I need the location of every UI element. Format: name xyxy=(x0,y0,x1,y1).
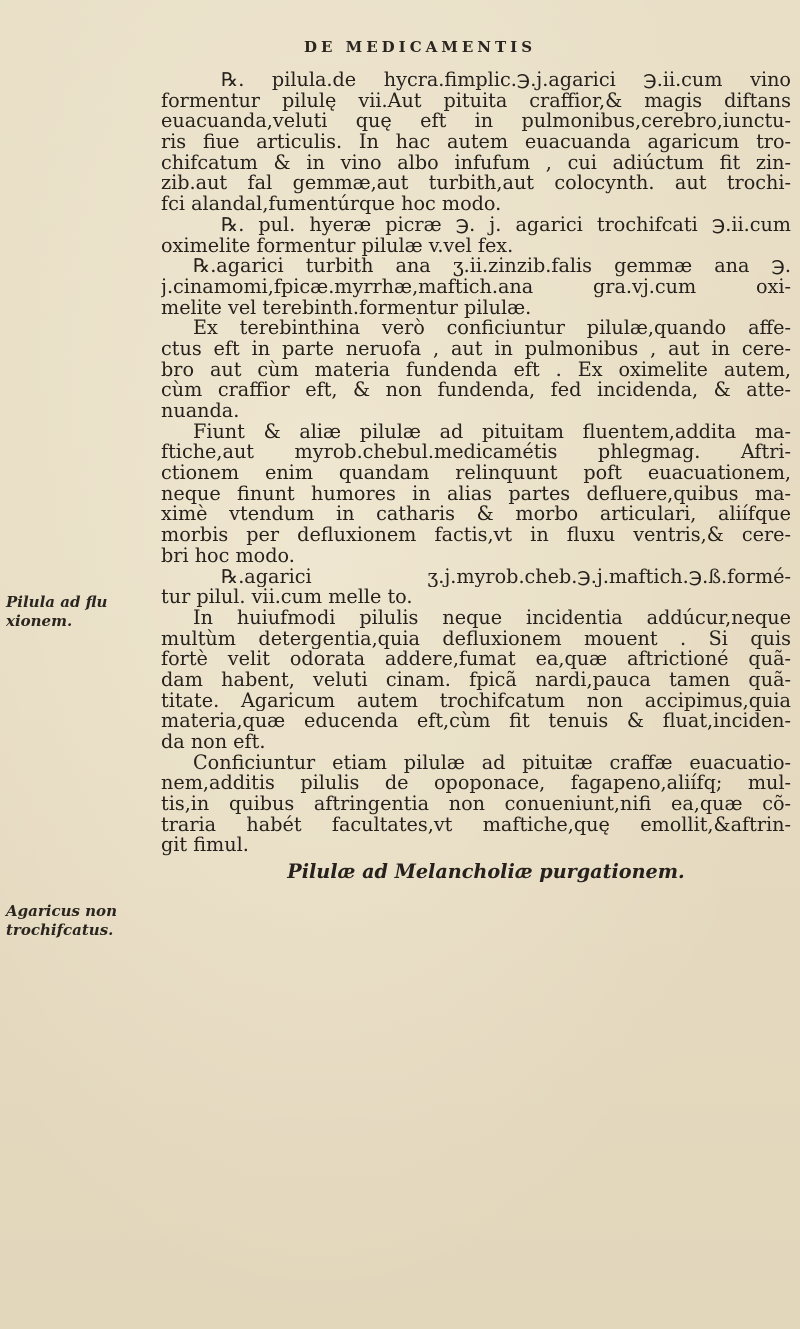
text-line: In huiufmodi pilulis neque incidentia addúcur,neque xyxy=(193,607,791,629)
text-line: ctus eft in parte neruofa , aut in pulmonibus , aut in cere- xyxy=(161,338,791,360)
section-heading: Pilulæ ad Melancholiæ purgationem. xyxy=(287,862,685,883)
text-line: ℞. pilula.de hycra.fimplic.℈.j.agarici ℈.ii.cum vino xyxy=(221,70,791,91)
text-line: nuanda. xyxy=(161,401,240,422)
running-head: DE MEDICAMENTIS xyxy=(303,38,537,56)
text-line: chifcatum & in vino albo infufum , cui adiúctum fit zin- xyxy=(161,152,791,174)
text-line: materia,quæ educenda eft,cùm fit tenuis & fluat,inciden- xyxy=(161,711,791,732)
text-line: ℞.agarici turbith ana ʒ.ii.zinzib.falis gemmæ ana ℈. xyxy=(193,256,791,277)
text-line: ℞. pul. hyeræ picræ ℈. j. agarici trochifcati ℈.ii.cum xyxy=(221,214,791,236)
text-line: ris fiue articulis. In hac autem euacuanda agaricum tro- xyxy=(161,132,791,153)
text-line: nem,additis pilulis de opoponace, fagapeno,aliífq; mul- xyxy=(161,773,791,795)
text-line: melite vel terebinth.formentur pilulæ. xyxy=(161,297,532,319)
main-text xyxy=(161,70,791,883)
text-line: tis,in quibus aftringentia non conueniunt,nifi ea,quæ cõ- xyxy=(161,794,791,815)
text-line: fortè velit odorata addere,fumat ea,quæ aftrictioné quã- xyxy=(161,649,791,670)
text-line: morbis per defluxionem factis,vt in fluxu ventris,& cere- xyxy=(161,525,791,546)
text-line: euacuanda,veluti quę eft in pulmonibus,cerebro,iunctu- xyxy=(161,111,791,133)
margin-note-text: Agaricus non trochifcatus. xyxy=(6,902,117,939)
text-line: bro aut cùm materia fundenda eft . Ex oximelite autem, xyxy=(161,359,791,381)
text-line: dam habent, veluti cinam. fpicã nardi,pauca tamen quã- xyxy=(161,669,791,691)
text-line: multùm detergentia,quia defluxionem mouent . Si quis xyxy=(161,628,791,650)
text-line: titate. Agaricum autem trochifcatum non accipimus,quia xyxy=(161,690,791,712)
text-line: da non eft. xyxy=(161,732,266,753)
text-line: oximelite formentur pilulæ v.vel fex. xyxy=(161,235,514,257)
text-line: traria habét facultates,vt maftiche,quę emollit,&aftrin- xyxy=(161,814,791,836)
text-line: j.cinamomi,fpicæ.myrrhæ,maftich.ana gra.vj.cum oxi- xyxy=(161,276,791,298)
text-line: git fimul. xyxy=(161,835,249,857)
text-line: tur pilul. vii.cum melle to. xyxy=(161,587,413,608)
text-line: ximè vtendum in catharis & morbo articulari, aliífque xyxy=(161,504,791,526)
margin-note-pilula xyxy=(6,593,156,631)
text-line: ftiche,aut myrob.chebul.medicamétis phlegmag. Aftri- xyxy=(161,442,791,464)
text-line: Ex terebinthina verò conficiuntur pilulæ,quando affe- xyxy=(193,318,791,339)
text-line: formentur pilulę vii.Aut pituita craffior,& magis diftans xyxy=(161,90,791,112)
text-line: ctionem enim quandam relinquunt poft euacuationem, xyxy=(161,463,791,484)
text-line: cùm craffior eft, & non fundenda, fed incidenda, & atte- xyxy=(161,380,791,401)
text-line: Fiunt & aliæ pilulæ ad pituitam fluentem,addita ma- xyxy=(193,421,791,443)
text-line: bri hoc modo. xyxy=(161,545,295,567)
margin-note-text: Pilula ad flu xionem. xyxy=(6,593,108,630)
text-line: neque finunt humores in alias partes defluere,quibus ma- xyxy=(161,483,791,505)
text-line: ℞.agarici ʒ.j.myrob.cheb.℈.j.maftich.℈.ß.formé- xyxy=(221,566,791,588)
margin-note-agaricus xyxy=(6,902,156,940)
text-line: Conficiuntur etiam pilulæ ad pituitæ craffæ euacuatio- xyxy=(193,752,791,774)
text-line: fci alandal,fumentúrque hoc modo. xyxy=(161,194,502,215)
text-line: zib.aut fal gemmæ,aut turbith,aut colocynth. aut trochi- xyxy=(161,173,791,195)
